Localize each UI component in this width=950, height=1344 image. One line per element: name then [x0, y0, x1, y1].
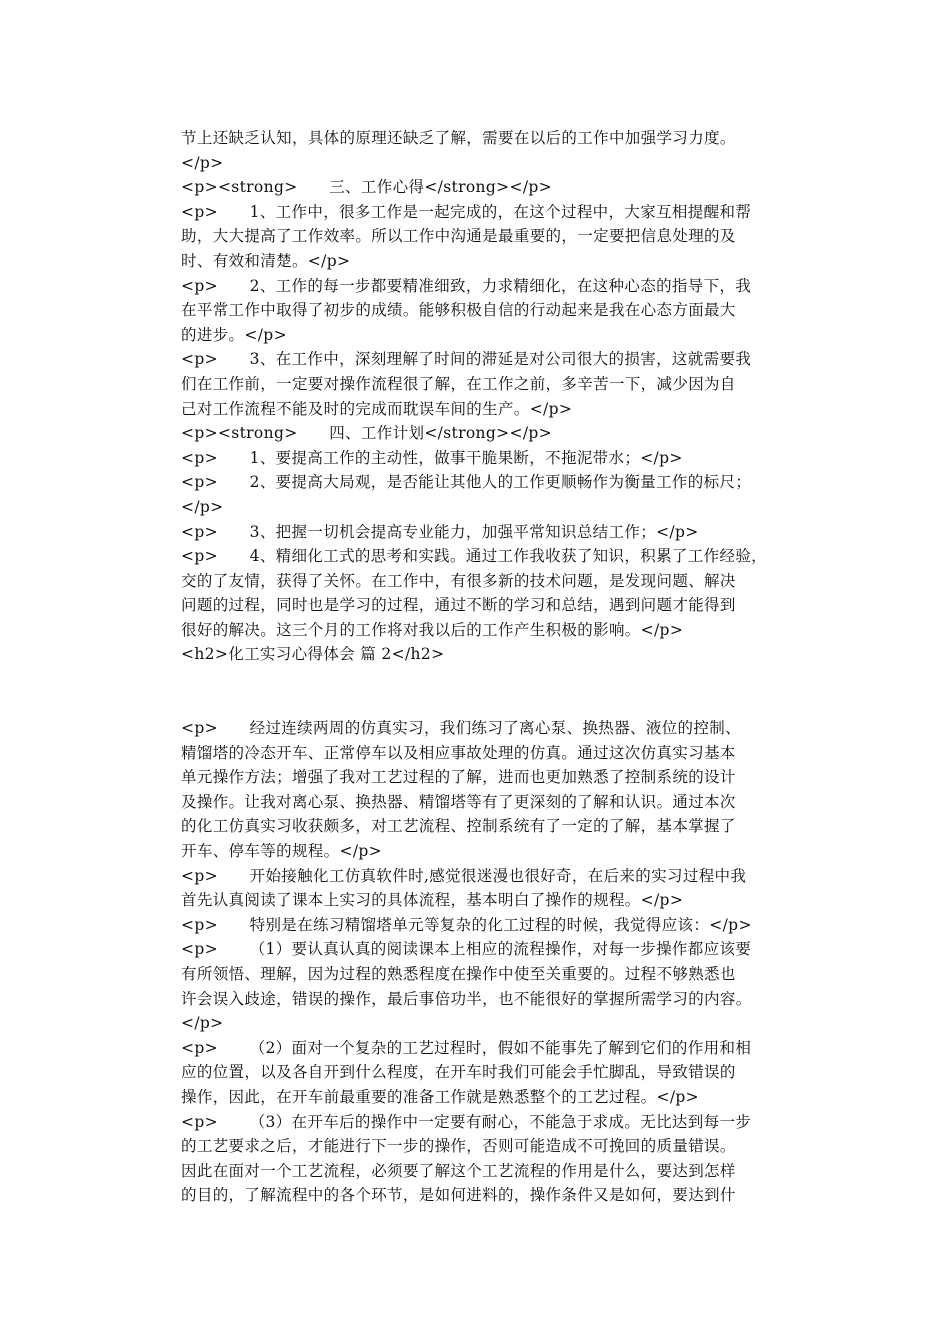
text-line: 精馏塔的冷态开车、正常停车以及相应事故处理的仿真。通过这次仿真实习基本 — [181, 743, 736, 762]
text-block-part-1 — [181, 126, 781, 667]
text-line: <p> 1、要提高工作的主动性，做事干脆果断，不拖泥带水；</p> — [181, 448, 683, 467]
text-line: 首先认真阅读了课本上实习的具体流程，基本明白了操作的规程。</p> — [181, 891, 684, 910]
text-line: 在平常工作中取得了初步的成绩。能够积极自信的行动起来是我在心态方面最大 — [181, 301, 736, 320]
text-line: 及操作。让我对离心泵、换热器、精馏塔等有了更深刻的了解和认识。通过本次 — [181, 792, 736, 811]
text-block-part-2 — [181, 716, 781, 1208]
text-line: <p> （2）面对一个复杂的工艺过程时，假如不能事先了解到它们的作用和相 — [181, 1038, 752, 1057]
text-line: <p> 3、把握一切机会提高专业能力，加强平常知识总结工作；</p> — [181, 522, 699, 541]
text-line: 有所领悟、理解，因为过程的熟悉程度在操作中使至关重要的。过程不够熟悉也 — [181, 965, 736, 983]
text-line: 单元操作方法；增强了我对工艺过程的了解，进而也更加熟悉了控制系统的设计 — [181, 768, 736, 787]
text-line: <p> （1）要认真认真的阅读课本上相应的流程操作，对每一步操作都应该要 — [181, 940, 752, 959]
text-line: 己对工作流程不能及时的完成而耽误车间的生产。</p> — [181, 399, 573, 418]
text-line: 交的了友情，获得了关怀。在工作中，有很多新的技术问题，是发现问题、解决 — [181, 571, 736, 590]
text-line: <p> 2、工作的每一步都要精准细致，力求精细化，在这种心态的指导下，我 — [181, 276, 752, 295]
text-line: 们在工作前，一定要对操作流程很了解，在工作之前，多辛苦一下，减少因为自 — [181, 374, 736, 393]
text-line: 很好的解决。这三个月的工作将对我以后的工作产生积极的影响。</p> — [181, 620, 684, 639]
text-line: 问题的过程，同时也是学习的过程，通过不断的学习和总结，遇到问题才能得到 — [181, 596, 736, 615]
text-line: 节上还缺乏认知，具体的原理还缺乏了解，需要在以后的工作中加强学习力度。 — [181, 129, 736, 147]
text-line: <p> 1、工作中，很多工作是一起完成的，在这个过程中，大家互相提醒和帮 — [181, 202, 752, 221]
text-line: 许会误入歧途，错误的操作，最后事倍功半，也不能很好的掌握所需学习的内容。 — [181, 989, 752, 1008]
text-line: </p> — [181, 497, 224, 516]
text-line: 因此在面对一个工艺流程，必须要了解这个工艺流程的作用是什么，要达到怎样 — [181, 1161, 736, 1180]
blank-spacer — [181, 667, 781, 716]
text-line: <p> （3）在开车后的操作中一定要有耐心，不能急于求成。无比达到每一步 — [181, 1112, 752, 1131]
document-page — [181, 126, 781, 1208]
text-line: 助，大大提高了工作效率。所以工作中沟通是最重要的，一定要把信息处理的及 — [181, 227, 736, 246]
text-line: <p><strong> 三、工作心得</strong></p> — [181, 178, 553, 197]
text-line: 时、有效和清楚。</p> — [181, 251, 351, 270]
text-line: <p> 3、在工作中，深刻理解了时间的滞延是对公司很大的损害，这就需要我 — [181, 350, 752, 369]
text-line: 操作，因此，在开车前最重要的准备工作就是熟悉整个的工艺过程。</p> — [181, 1087, 700, 1106]
text-line: <p> 2、要提高大局观，是否能让其他人的工作更顺畅作为衡量工作的标尺； — [181, 473, 752, 492]
text-line: <h2>化工实习心得体会 篇 2</h2> — [181, 645, 445, 664]
text-line: 的化工仿真实习收获颇多，对工艺流程、控制系统有了一定的了解，基本掌握了 — [181, 817, 736, 836]
text-line: 的进步。</p> — [181, 325, 287, 344]
text-line: <p> 开始接触化工仿真软件时,感觉很迷漫也很好奇，在后来的实习过程中我 — [181, 866, 747, 885]
text-line: <p> 特别是在练习精馏塔单元等复杂的化工过程的时候，我觉得应该：</p> — [181, 915, 752, 934]
text-line: <p> 经过连续两周的仿真实习，我们练习了离心泵、换热器、液位的控制、 — [181, 719, 741, 738]
text-line: 的目的，了解流程中的各个环节，是如何进料的，操作条件又是如何，要达到什 — [181, 1186, 736, 1205]
text-line: 的工艺要求之后，才能进行下一步的操作，否则可能造成不可挽回的质量错误。 — [181, 1137, 736, 1156]
text-line: <p> 4、精细化工式的思考和实践。通过工作我收获了知识，积累了工作经验， — [181, 547, 768, 566]
text-line: <p><strong> 四、工作计划</strong></p> — [181, 424, 553, 443]
text-line: 应的位置，以及各自开到什么程度，在开车时我们可能会手忙脚乱，导致错误的 — [181, 1063, 736, 1082]
text-line: </p> — [181, 1014, 224, 1033]
text-line: </p> — [181, 153, 224, 172]
text-line: 开车、停车等的规程。</p> — [181, 842, 383, 861]
